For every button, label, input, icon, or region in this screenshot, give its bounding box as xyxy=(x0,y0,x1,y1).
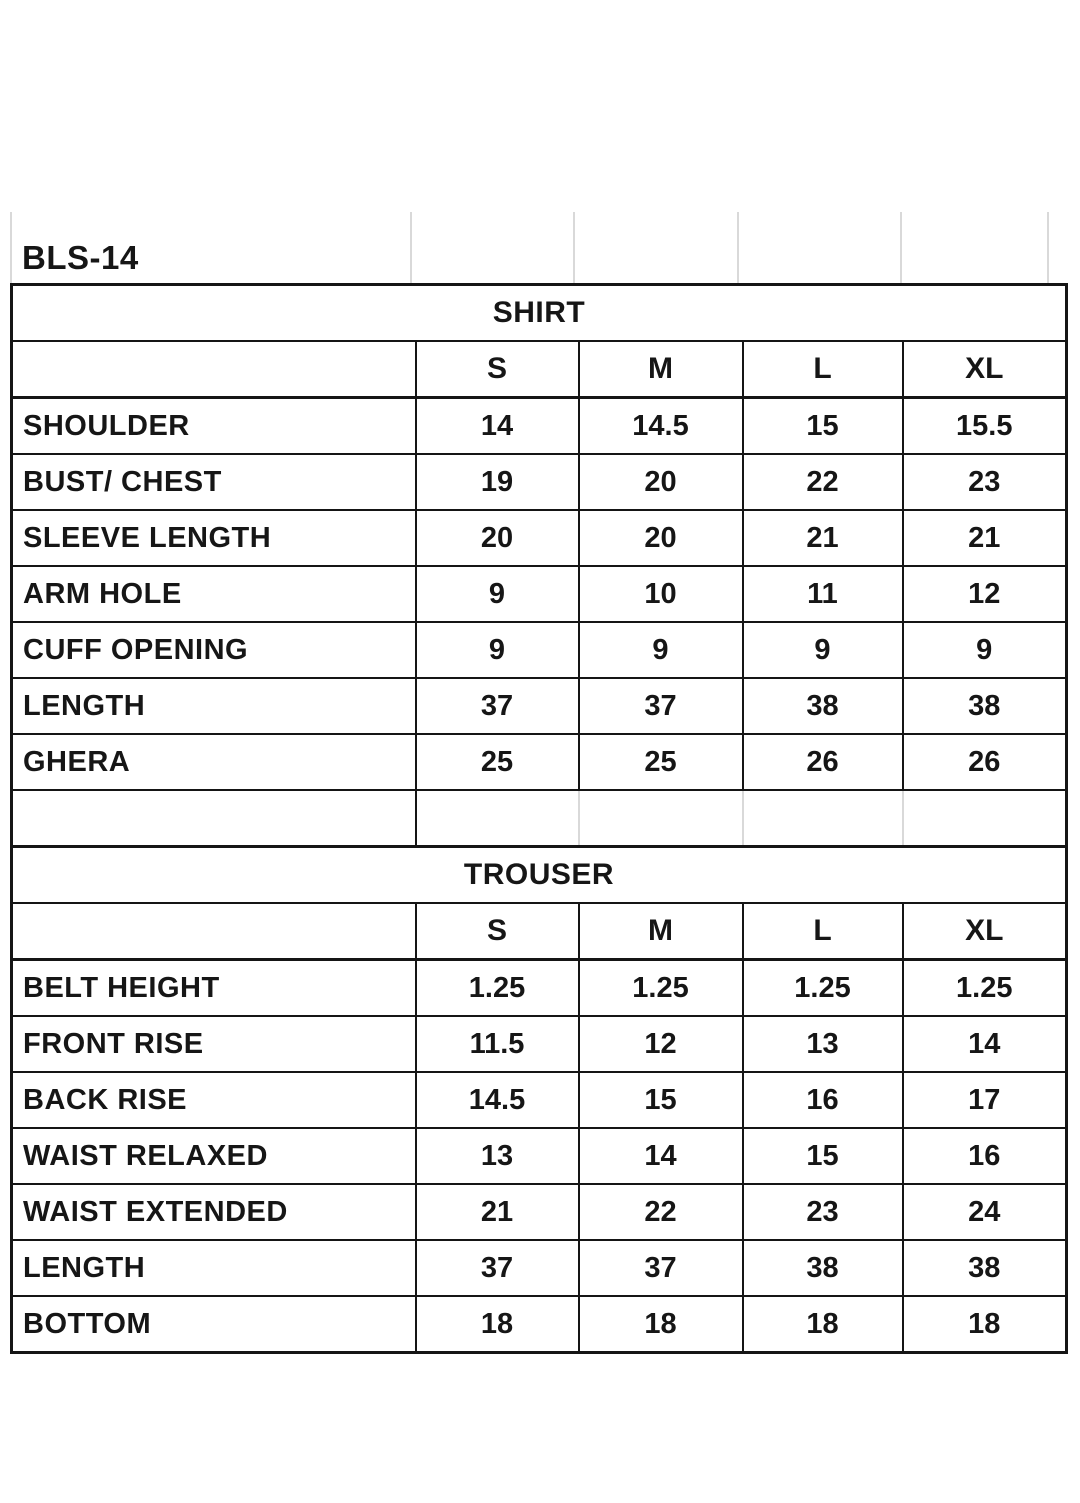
measurement-label: LENGTH xyxy=(12,1240,416,1296)
size-value: 22 xyxy=(743,454,903,510)
size-value: 38 xyxy=(743,1240,903,1296)
spacer-cell xyxy=(903,790,1067,847)
size-value: 18 xyxy=(416,1296,579,1353)
table-row xyxy=(12,566,1067,622)
table-row xyxy=(12,1128,1067,1184)
size-column-header: M xyxy=(579,341,743,398)
size-value: 38 xyxy=(903,678,1067,734)
sheet-code-row xyxy=(10,212,1065,283)
table-row xyxy=(12,734,1067,790)
size-value: 24 xyxy=(903,1184,1067,1240)
table-row xyxy=(12,454,1067,510)
size-column-header: XL xyxy=(903,341,1067,398)
size-value: 11 xyxy=(743,566,903,622)
style-code: BLS-14 xyxy=(22,239,139,276)
size-value: 9 xyxy=(579,622,743,678)
size-value: 23 xyxy=(743,1184,903,1240)
size-value: 21 xyxy=(743,510,903,566)
size-value: 18 xyxy=(743,1296,903,1353)
spacer-cell xyxy=(416,790,579,847)
column-gridline xyxy=(737,212,739,283)
table-row xyxy=(12,285,1067,342)
size-value: 23 xyxy=(903,454,1067,510)
size-column-header: XL xyxy=(903,903,1067,960)
measurement-label: BACK RISE xyxy=(12,1072,416,1128)
size-value: 26 xyxy=(743,734,903,790)
size-value: 38 xyxy=(743,678,903,734)
table-row xyxy=(12,510,1067,566)
table-row xyxy=(12,398,1067,455)
size-value: 19 xyxy=(416,454,579,510)
size-value: 17 xyxy=(903,1072,1067,1128)
size-value: 15 xyxy=(743,398,903,455)
size-column-header: S xyxy=(416,341,579,398)
size-value: 37 xyxy=(579,1240,743,1296)
table-row xyxy=(12,341,1067,398)
column-gridline xyxy=(900,212,902,283)
size-value: 9 xyxy=(416,566,579,622)
spacer-cell xyxy=(12,790,416,847)
size-value: 12 xyxy=(903,566,1067,622)
column-gridline xyxy=(10,212,12,283)
size-value: 9 xyxy=(903,622,1067,678)
size-value: 21 xyxy=(416,1184,579,1240)
size-value: 21 xyxy=(903,510,1067,566)
spacer-row xyxy=(12,790,1067,847)
size-value: 25 xyxy=(416,734,579,790)
trouser-section-header: TROUSER xyxy=(12,847,1067,904)
size-value: 10 xyxy=(579,566,743,622)
table-row xyxy=(12,1184,1067,1240)
size-value: 1.25 xyxy=(743,960,903,1017)
table-row xyxy=(12,678,1067,734)
size-value: 18 xyxy=(903,1296,1067,1353)
size-value: 22 xyxy=(579,1184,743,1240)
size-value: 15.5 xyxy=(903,398,1067,455)
table-row xyxy=(12,1296,1067,1353)
measurement-label: WAIST RELAXED xyxy=(12,1128,416,1184)
size-value: 37 xyxy=(416,678,579,734)
size-value: 14 xyxy=(579,1128,743,1184)
size-value: 16 xyxy=(743,1072,903,1128)
size-column-header: L xyxy=(743,903,903,960)
measurement-label: GHERA xyxy=(12,734,416,790)
size-value: 1.25 xyxy=(579,960,743,1017)
table-row xyxy=(12,960,1067,1017)
size-value: 9 xyxy=(743,622,903,678)
measurement-label: ARM HOLE xyxy=(12,566,416,622)
size-value: 26 xyxy=(903,734,1067,790)
size-value: 13 xyxy=(416,1128,579,1184)
label-column-header xyxy=(12,903,416,960)
label-column-header xyxy=(12,341,416,398)
size-value: 18 xyxy=(579,1296,743,1353)
size-value: 12 xyxy=(579,1016,743,1072)
size-value: 14.5 xyxy=(579,398,743,455)
measurement-label: BOTTOM xyxy=(12,1296,416,1353)
measurement-label: CUFF OPENING xyxy=(12,622,416,678)
table-row xyxy=(12,1016,1067,1072)
spacer-cell xyxy=(743,790,903,847)
size-value: 20 xyxy=(579,510,743,566)
size-value: 37 xyxy=(416,1240,579,1296)
measurement-label: SLEEVE LENGTH xyxy=(12,510,416,566)
shirt-section-header: SHIRT xyxy=(12,285,1067,342)
table-row xyxy=(12,622,1067,678)
size-column-header: M xyxy=(579,903,743,960)
measurement-label: SHOULDER xyxy=(12,398,416,455)
size-column-header: S xyxy=(416,903,579,960)
size-value: 25 xyxy=(579,734,743,790)
table-row xyxy=(12,847,1067,904)
measurement-label: WAIST EXTENDED xyxy=(12,1184,416,1240)
size-value: 9 xyxy=(416,622,579,678)
size-value: 20 xyxy=(416,510,579,566)
size-value: 16 xyxy=(903,1128,1067,1184)
size-value: 1.25 xyxy=(903,960,1067,1017)
size-value: 13 xyxy=(743,1016,903,1072)
size-value: 14 xyxy=(416,398,579,455)
size-value: 14 xyxy=(903,1016,1067,1072)
spacer-cell xyxy=(579,790,743,847)
size-value: 38 xyxy=(903,1240,1067,1296)
size-value: 20 xyxy=(579,454,743,510)
size-value: 1.25 xyxy=(416,960,579,1017)
size-chart-table xyxy=(10,283,1068,1354)
size-column-header: L xyxy=(743,341,903,398)
measurement-label: FRONT RISE xyxy=(12,1016,416,1072)
size-value: 15 xyxy=(743,1128,903,1184)
column-gridline xyxy=(410,212,412,283)
table-row xyxy=(12,1240,1067,1296)
size-value: 14.5 xyxy=(416,1072,579,1128)
column-gridline xyxy=(573,212,575,283)
table-row xyxy=(12,903,1067,960)
size-value: 15 xyxy=(579,1072,743,1128)
measurement-label: LENGTH xyxy=(12,678,416,734)
size-value: 37 xyxy=(579,678,743,734)
measurement-label: BELT HEIGHT xyxy=(12,960,416,1017)
table-row xyxy=(12,1072,1067,1128)
size-value: 11.5 xyxy=(416,1016,579,1072)
column-gridline xyxy=(1047,212,1049,283)
measurement-label: BUST/ CHEST xyxy=(12,454,416,510)
